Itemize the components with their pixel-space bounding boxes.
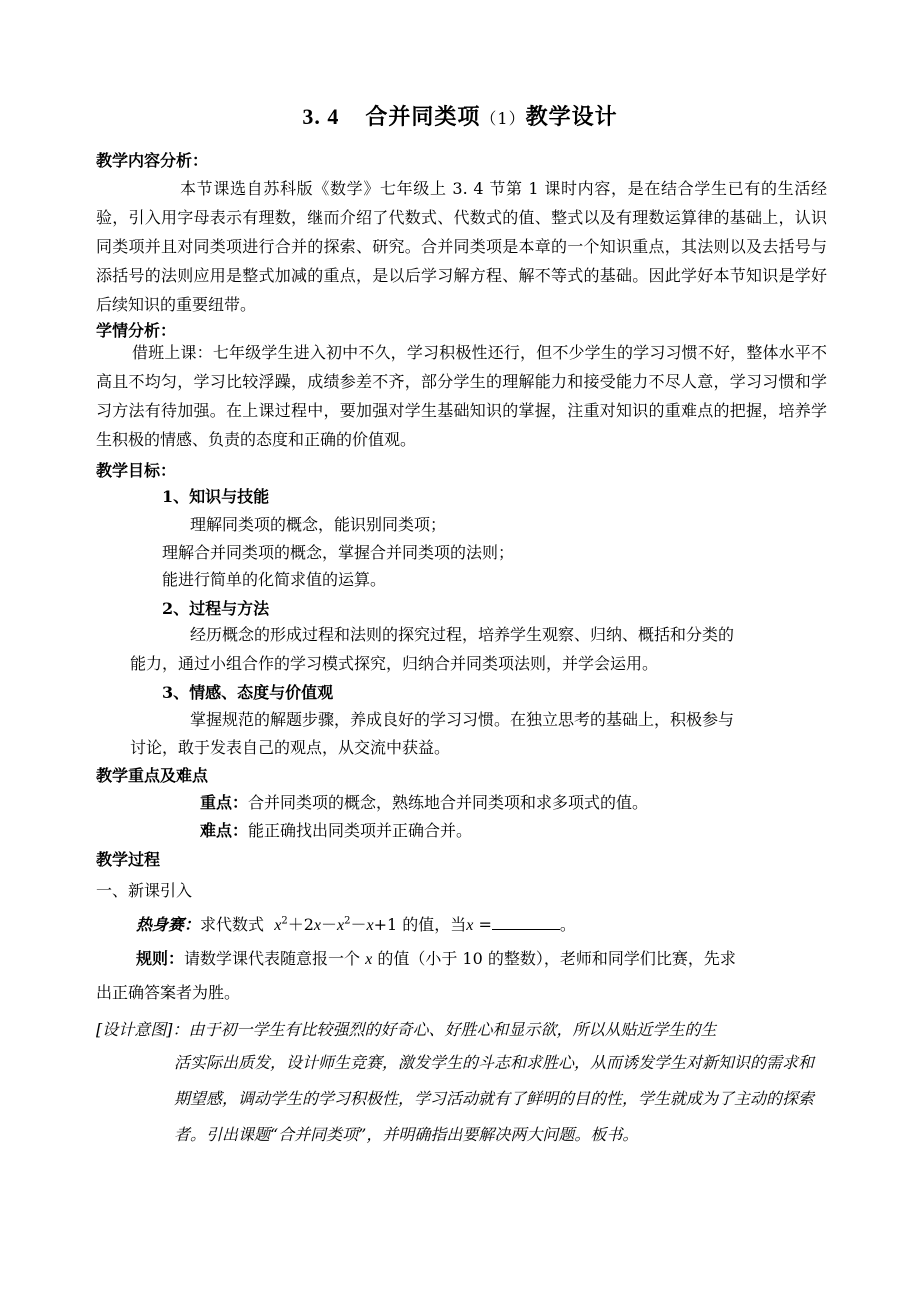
content-analysis-heading: 教学内容分析：: [96, 151, 209, 170]
warmup-label: 热身赛：: [136, 915, 201, 934]
emotion-values-title: 3、情感、态度与价值观: [162, 683, 334, 702]
warmup-prefix: 求代数式: [200, 915, 265, 934]
rule-x: x: [365, 951, 373, 968]
content-analysis-paragraph: 本节课选自苏科版《数学》七年级上 3. 4 节第 1 课时内容，是在结合学生已有的生活经验，引入用字母表示有理数，继而介绍了代数式、代数式的值、整式以及有理数运算律的基础上，认识同类项并且对同类项进行合并的探索、研究。合并同类项是本章的一个知识重点，其法则以及去括号与添括号的法则应用是整式加减的重点，是以后学习解方程、解不等式的基础。因此学好本节知识是学好后续知识的重要纽带。: [96, 179, 827, 314]
rule-text-b: 的值（小于 10 的整数），老师和同学们比赛，先求: [377, 949, 736, 968]
teaching-process-heading: 教学过程: [96, 850, 161, 869]
expr-var-3: x: [337, 917, 345, 934]
hard-point-line: [200, 818, 472, 841]
answer-blank: [492, 915, 560, 930]
expr-part-2: －: [320, 915, 337, 934]
title-paren: （1）: [480, 109, 526, 128]
expr-var-1: x: [274, 917, 282, 934]
process-method-title: 2、过程与方法: [162, 599, 270, 618]
process-goal-line-2: 能力，通过小组合作的学习模式探究，归纳合并同类项法则，并学会运用。: [130, 654, 659, 673]
key-point-line: [200, 790, 648, 813]
rule-line-2: 出正确答案者为胜。: [96, 983, 241, 1002]
expr-var-4: x: [366, 917, 374, 934]
expr-part-3: －: [350, 915, 367, 934]
design-intent-first-line: 由于初一学生有比较强烈的好奇心、好胜心和显示欲，所以从贴近学生的生: [188, 1020, 717, 1039]
page-title: [0, 100, 920, 131]
student-analysis-paragraph: 借班上课：七年级学生进入初中不久，学习积极性还行，但不少学生的学习习惯不好，整体水平不高且不均匀，学习比较浮躁，成绩参差不齐，部分学生的理解能力和接受能力不尽人意，学习习惯和学习方法有待加强。在上课过程中，要加强对学生基础知识的掌握，注重对知识的重难点的把握，培养学生积极的情感、负责的态度和正确的价值观。: [96, 343, 827, 449]
design-intent-rest: 活实际出质发，设计师生竞赛，激发学生的斗志和求胜心，从而诱发学生对新知识的需求和期望感，调动学生的学习积极性，学习活动就有了鲜明的目的性，学生就成为了主动的探索者。引出课题“合并同类项”，并明确指出要解决两大问题。板书。: [174, 1053, 815, 1144]
warmup-line: 热身赛：求代数式 $x^2+2x-x^2-x+1$ 的值，当x = 。: [136, 915, 576, 934]
section-new-lesson-intro: 一、新课引入: [96, 881, 193, 900]
warmup-equals: =: [473, 915, 492, 934]
design-intent-block: [96, 1015, 827, 1153]
emotion-goal-line-2: 讨论，敢于发表自己的观点，从交流中获益。: [130, 738, 451, 757]
emotion-goal-line-1: 掌握规范的解题步骤，养成良好的学习习惯。在独立思考的基础上，积极参与: [190, 710, 735, 729]
hard-point-text: 能正确找出同类项并正确合并。: [248, 821, 473, 840]
teaching-goals-heading: 教学目标：: [96, 461, 177, 480]
title-suffix: 教学设计: [525, 104, 618, 130]
title-section-number: 3. 4: [302, 104, 340, 129]
key-point-text: 合并同类项的概念，熟练地合并同类项和求多项式的值。: [248, 793, 649, 812]
student-analysis-heading: 学情分析：: [96, 321, 177, 340]
key-points-heading: 教学重点及难点: [96, 766, 209, 785]
title-main: 合并同类项: [365, 104, 481, 130]
rule-text-a: 请数学课代表随意报一个: [184, 949, 361, 968]
rule-line-1: [136, 946, 736, 969]
knowledge-goal-3: 能进行简单的化简求值的运算。: [162, 570, 387, 589]
hard-point-label: 难点：: [200, 821, 249, 840]
design-intent-label: [设计意图]：: [96, 1020, 189, 1039]
warmup-end: 。: [559, 915, 576, 934]
rule-label: 规则：: [136, 949, 185, 968]
warmup-x: x: [466, 917, 474, 934]
expr-part-1: ＋2: [287, 915, 314, 934]
key-point-label: 重点：: [200, 793, 249, 812]
expr-part-4: +1 的值，当: [373, 915, 467, 934]
process-goal-line-1: 经历概念的形成过程和法则的探究过程，培养学生观察、归纳、概括和分类的: [190, 625, 735, 644]
knowledge-skills-title: 1、知识与技能: [162, 487, 270, 506]
knowledge-goal-1: 理解同类项的概念，能识别同类项；: [190, 515, 447, 534]
knowledge-goal-2: 理解合并同类项的概念，掌握合并同类项的法则；: [162, 543, 515, 562]
expr-var-2: x: [313, 917, 321, 934]
